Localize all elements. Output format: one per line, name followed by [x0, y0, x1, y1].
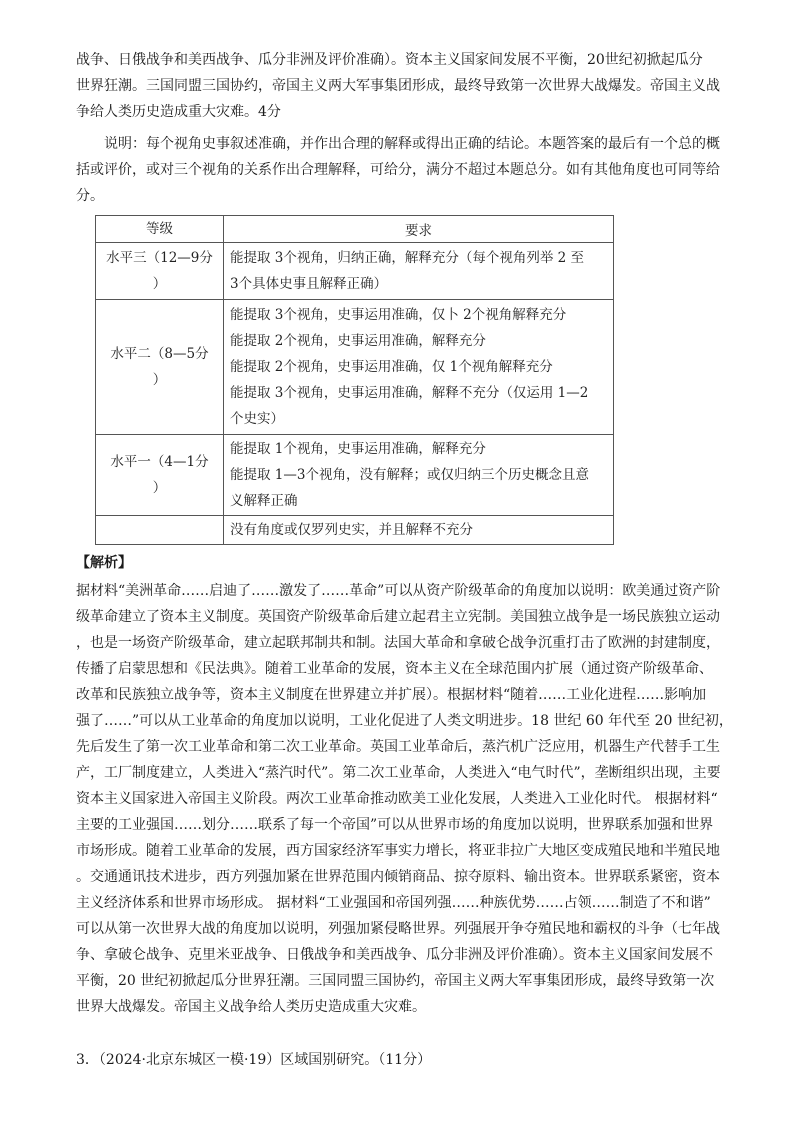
text-line: 争给人类历史造成重大灾难。4分	[76, 104, 281, 120]
level-cell	[96, 300, 224, 435]
grading-table	[95, 215, 614, 545]
text-line: 主义经济体系和世界市场形成。 据材料“工业强国和帝国列强……种族优势……占领……制造了不和谐”	[76, 895, 711, 911]
level-cell	[96, 243, 224, 300]
header-level: 等级	[96, 216, 224, 243]
text-line: 可以从第一次世界大战的角度加以说明，列强加紧侵略世界。列强展开争夺殖民地和霸权的斗争（七年战	[76, 921, 720, 937]
text-line: 括或评价，或对三个视角的关系作出合理解释，可给分，满分不超过本题总分。如有其他角度也可同等给	[76, 162, 720, 178]
level-text: ）	[152, 276, 167, 292]
text-line: 分。	[76, 188, 104, 204]
text-line: 世界狂潮。三国同盟三国协约，帝国主义两大军事集团形成，最终导致第一次世界大战爆发。帝国主义战	[76, 78, 720, 94]
text-line: 战争、日俄战争和美西战争、瓜分非洲及评价准确）。资本主义国家间发展不平衡，20世纪初掀起瓜分	[76, 52, 703, 68]
requirement-text: 没有角度或仅罗列史实，并且解释不充分	[230, 522, 473, 538]
header-requirement: 要求	[224, 216, 614, 243]
requirement-text: 能提取 3个视角，史事运用准确，解释不充分（仅运用 1—2	[230, 385, 589, 401]
text-line: 先后发生了第一次工业革命和第二次工业革命。英国工业革命后，蒸汽机广泛应用，机器生产代替手工生	[76, 739, 720, 755]
text-line: 据材料“美洲革命……启迪了……激发了……革命”可以从资产阶级革命的角度加以说明：欧美通过资产阶	[76, 583, 721, 599]
requirement-cell	[224, 435, 614, 516]
text-line: 。交通通讯技术进步，西方列强加紧在世界范围内倾销商品、掠夺原料、输出资本。世界联系紧密，资本	[76, 869, 720, 885]
requirement-cell	[224, 300, 614, 435]
table-row	[96, 300, 614, 435]
requirement-text: 能提取 1—3个视角，没有解释；或仅归纳三个历史概念且意	[230, 467, 589, 483]
answer-continuation	[76, 47, 720, 125]
table-row	[96, 516, 614, 545]
requirement-text: 能提取 1个视角，史事运用准确，解释充分	[230, 441, 486, 457]
requirement-text: 能提取 3个视角，归纳正确，解释充分（每个视角列举 2 至	[230, 250, 585, 266]
level-cell	[96, 516, 224, 545]
text-line: 主要的工业强国……划分……联系了每一个帝国”可以从世界市场的角度加以说明，世界联系加强和世界	[76, 817, 714, 833]
analysis-heading: 【解析】	[76, 555, 132, 571]
text-line: 传播了启蒙思想和《民法典》。随着工业革命的发展，资本主义在全球范围内扩展（通过资产阶级革命、	[76, 661, 713, 677]
requirement-text: 能提取 3个视角，史事运用准确，仅卜 2个视角解释充分	[230, 307, 567, 323]
level-text: 水平二（8—5分	[110, 346, 209, 362]
requirement-text: 个史实）	[230, 411, 284, 427]
table-header-row	[96, 216, 614, 243]
text-line: 级革命建立了资本主义制度。英国资产阶级革命后建立起君主立宪制。美国独立战争是一场民族独立运动	[76, 609, 720, 625]
text-line: 改革和民族独立战争等，资本主义制度在世界建立并扩展）。根据材料“随着……工业化进程……影响加	[76, 687, 707, 703]
table-row	[96, 435, 614, 516]
text-line: 强了……”可以从工业革命的角度加以说明，工业化促进了人类文明进步。18 世纪 60 年代至 20 世纪初，	[76, 713, 733, 729]
requirement-text: 3个具体史事且解释正确）	[230, 276, 388, 292]
next-question-heading: 3．（2024·北京东城区一模·19）区域国别研究。（11分）	[76, 1052, 432, 1068]
requirement-cell	[224, 243, 614, 300]
level-cell	[96, 435, 224, 516]
level-text: 水平三（12—9分	[106, 250, 213, 266]
table-row	[96, 243, 614, 300]
text-line: 争、拿破仑战争、克里米亚战争、日俄战争和美西战争、瓜分非洲及评价准确）。资本主义国家间发展不	[76, 947, 713, 963]
level-text: ）	[152, 372, 167, 388]
scoring-note	[76, 131, 720, 209]
text-line: ，也是一场资产阶级革命，建立起联邦制共和制。法国大革命和拿破仑战争沉重打击了欧洲的封建制度，	[76, 635, 720, 651]
text-line: 市场形成。随着工业革命的发展，西方国家经济军事实力增长，将亚非拉广大地区变成殖民地和半殖民地	[76, 843, 720, 859]
level-text: ）	[152, 480, 167, 496]
requirement-cell	[224, 516, 614, 545]
requirement-text: 能提取 2个视角，史事运用准确，解释充分	[230, 333, 486, 349]
text-line: 说明：每个视角史事叙述准确，并作出合理的解释或得出正确的结论。本题答案的最后有一个总的概	[104, 136, 720, 152]
requirement-text: 义解释正确	[230, 493, 298, 509]
text-line: 世界大战爆发。帝国主义战争给人类历史造成重大灾难。	[76, 999, 426, 1015]
analysis-body	[76, 578, 733, 1020]
level-text: 水平一（4—1分	[110, 454, 209, 470]
requirement-text: 能提取 2个视角，史事运用准确，仅 1个视角解释充分	[230, 359, 553, 375]
text-line: 资本主义国家进入帝国主义阶段。两次工业革命推动欧美工业化发展，人类进入工业化时代。 根据材料“	[76, 791, 718, 807]
text-line: 产，工厂制度建立，人类进入“蒸汽时代”。第二次工业革命，人类进入“电气时代”，垄断组织出现，主要	[76, 765, 721, 781]
text-line: 平衡，20 世纪初掀起瓜分世界狂潮。三国同盟三国协约，帝国主义两大军事集团形成，最终导致第一次	[76, 973, 715, 989]
